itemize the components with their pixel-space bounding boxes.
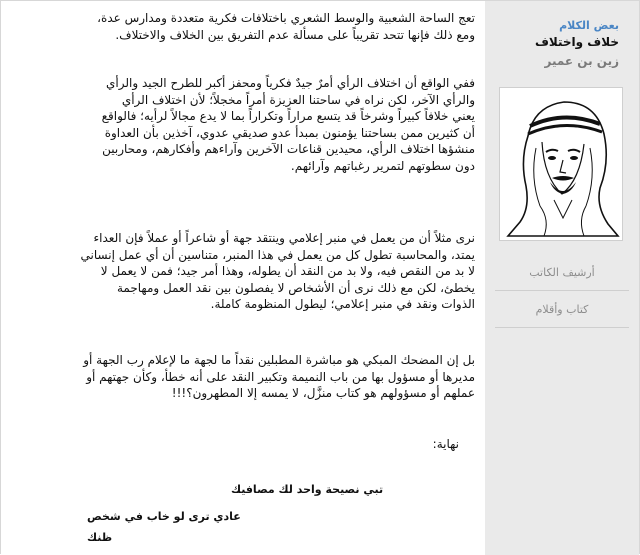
paragraph-line: يخطئ، لكن مع ذلك نرى أن الأشخاص لا يفصلون بين نقد العمل ومهاجمة (116, 280, 475, 295)
ending-label: نهاية: (432, 437, 459, 451)
poem-line: ظنك (87, 531, 113, 544)
author-sketch-portrait-icon (500, 88, 622, 240)
paragraph-line: يمتد، والمحاسبة تطول كل من يعمل في هذا المنبر، متناسين أن أي عمل إنساني (80, 247, 475, 262)
paragraph-line: منشؤها اختلاف الرأي، محيدين قناعات الآخرين وآراءهم وأفكارهم، ومحاربين (102, 142, 475, 156)
article-paragraph (17, 352, 475, 402)
article-title: خلاف واختلاف (534, 35, 619, 49)
writers-link[interactable]: كتاب وأقلام (535, 303, 589, 316)
poem-line: عادي ترى لو خاب في شخص (87, 510, 241, 523)
author-archive-link[interactable]: أرشيف الكاتب (529, 266, 595, 279)
sidebar-divider (495, 290, 629, 291)
paragraph-line: الذوات ونقد في منبر إعلامي؛ ليطول المنظومة كاملة. (210, 297, 475, 311)
paragraph-line: ومع ذلك فإنها تتحد تقريباً على مسألة عدم التفريق بين الخلاف والاختلاف. (115, 27, 475, 42)
section-label: بعض الكلام (559, 19, 619, 32)
sidebar (484, 1, 639, 555)
poem-line: تبي نصيحة واحد لك مصافيك (231, 483, 384, 496)
paragraph-line: تعج الساحة الشعبية والوسط الشعري باختلافات فكرية متعددة ومدارس عدة، (97, 11, 475, 25)
paragraph-line: مديرها أو مسؤول بها من باب النميمة وتكبير النقد على أنه خطأ، وكأن جهتهم أو (86, 369, 475, 384)
article-paragraph (17, 75, 475, 174)
paragraph-line: أن كثيرين ممن بساحتنا يؤمنون بمبدأ عدو صديقي عدوي، آخذين بأن العداوة (104, 125, 475, 140)
paragraph-line: يعني خلافاً كبيراً وشرخاً قد يتسع مراراً وتكراراً بما لا يدع مجالاً لرأيه؛ فالواقع (101, 109, 475, 123)
paragraph-line: ففي الواقع أن اختلاف الرأي أمرٌ جيدٌ فكرياً ومحفز أكبر للطرح الجيد والرأي (106, 76, 475, 90)
paragraph-line: بل إن المضحك المبكي هو مباشرة المطبلين نقداً ما لجهة ما لإعلام رب الجهة أو (83, 353, 475, 367)
paragraph-line: دون سطوتهم لتمرير رغباتهم وآرائهم. (290, 158, 475, 173)
paragraph-line: والرأي الآخر، لكن نراه في ساحتنا العزيزة أمراً مخجلاً؛ لأن اختلاف الرأي (121, 92, 475, 107)
article-paragraph (17, 230, 475, 313)
article-paragraph (17, 10, 475, 43)
paragraph-line: نرى مثلاً أن من يعمل في منبر إعلامي وينتقد جهة أو شاعراً أو عملاً فإن العداء (93, 231, 475, 245)
paragraph-line: عملهم أو مسؤولهم هو كتاب منزَّل، لا يمسه إلا المطهرون؟!!! (171, 386, 475, 400)
paragraph-line: لا بد من النقص فيه، ولا بد من النقد أن يطوله، وهذا أمر جيد؛ فمن لا يعمل لا (100, 264, 475, 278)
article-body (1, 1, 485, 555)
author-name: زين بن عمير (544, 54, 619, 68)
author-photo (499, 87, 623, 241)
sidebar-divider (495, 327, 629, 328)
